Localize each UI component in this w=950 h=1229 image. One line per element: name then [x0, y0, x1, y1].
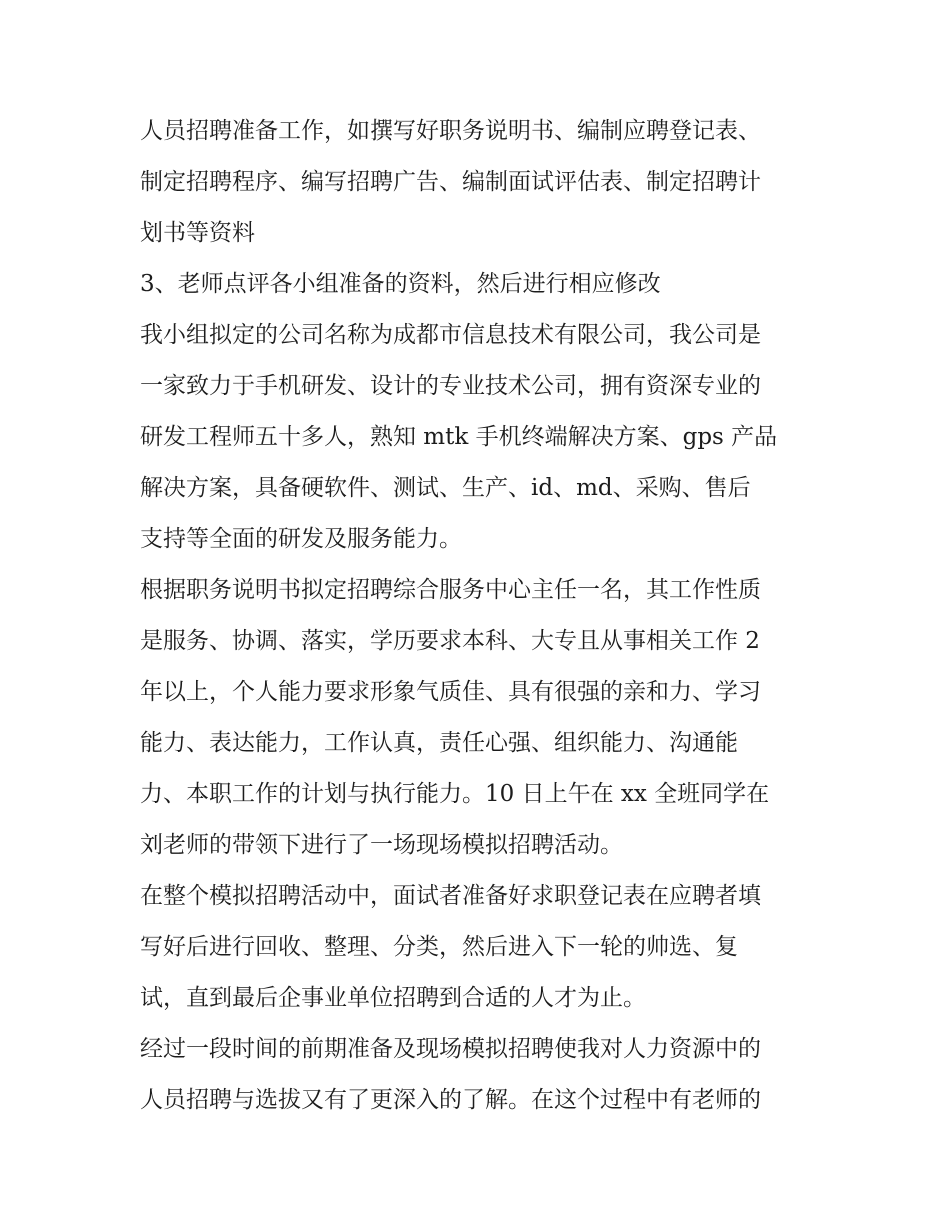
- text-line: 我小组拟定的公司名称为成都市信息技术有限公司，我公司是: [140, 322, 761, 348]
- text-line: 制定招聘程序、编写招聘广告、编制面试评估表、制定招聘计: [140, 169, 761, 195]
- text-line: 划书等资料: [140, 220, 255, 246]
- text-line: 研发工程师五十多人，熟知 mtk 手机终端解决方案、gps 产品: [140, 424, 778, 450]
- text-line: 经过一段时间的前期准备及现场模拟招聘使我对人力资源中的: [140, 1036, 761, 1062]
- text-line: 解决方案，具备硬软件、测试、生产、id、md、采购、售后: [140, 475, 751, 501]
- text-line: 支持等全面的研发及服务能力。: [140, 526, 462, 552]
- text-line: 3、老师点评各小组准备的资料，然后进行相应修改: [140, 271, 661, 297]
- text-line: 在整个模拟招聘活动中，面试者准备好求职登记表在应聘者填: [140, 883, 761, 909]
- text-line: 能力、表达能力，工作认真，责任心强、组织能力、沟通能: [140, 730, 738, 756]
- text-line: 根据职务说明书拟定招聘综合服务中心主任一名，其工作性质: [140, 577, 761, 603]
- text-line: 试，直到最后企事业单位招聘到合适的人才为止。: [140, 985, 646, 1011]
- text-line: 写好后进行回收、整理、分类，然后进入下一轮的帅选、复: [140, 934, 738, 960]
- text-line: 人员招聘准备工作，如撰写好职务说明书、编制应聘登记表、: [140, 118, 761, 144]
- text-line: 是服务、协调、落实，学历要求本科、大专且从事相关工作 2: [140, 628, 760, 654]
- text-line: 刘老师的带领下进行了一场现场模拟招聘活动。: [140, 832, 623, 858]
- document-body: [140, 106, 820, 1126]
- text-line: 一家致力于手机研发、设计的专业技术公司，拥有资深专业的: [140, 373, 761, 399]
- text-line: 人员招聘与选拔又有了更深入的了解。在这个过程中有老师的: [140, 1087, 761, 1113]
- text-line: 力、本职工作的计划与执行能力。10 日上午在 xx 全班同学在: [140, 781, 770, 807]
- text-line: 年以上，个人能力要求形象气质佳、具有很强的亲和力、学习: [140, 679, 761, 705]
